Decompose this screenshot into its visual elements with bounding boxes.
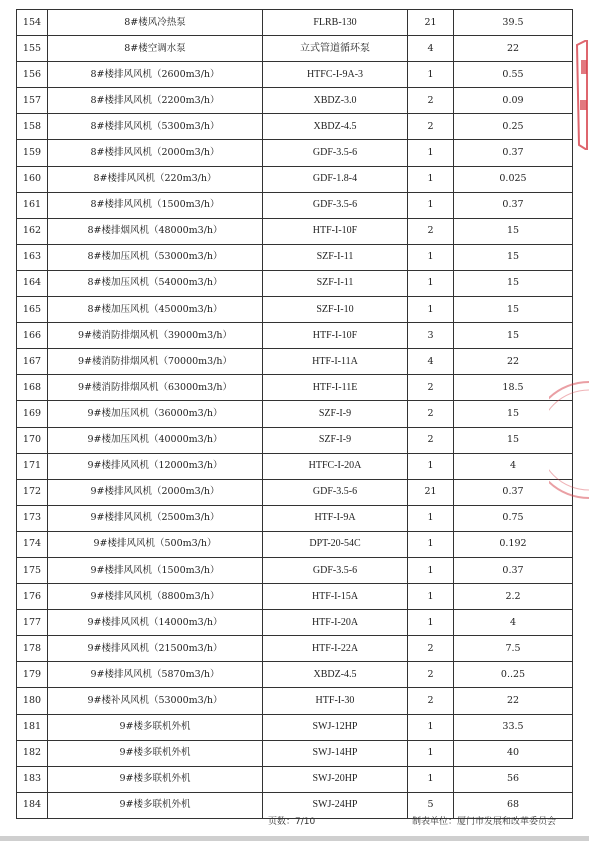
equipment-name: 9#楼消防排烟风机（63000m3/h） [48,375,263,401]
quantity: 3 [408,323,454,349]
quantity: 2 [408,662,454,688]
equipment-table [16,9,573,819]
model-number: GDF-3.5-6 [263,479,408,505]
table-row [17,688,573,714]
model-number: HTF-I-9A [263,505,408,531]
power-value: 0.37 [454,557,573,583]
equipment-name: 8#楼排风风机（1500m3/h） [48,192,263,218]
row-number: 179 [17,662,48,688]
model-number: HTF-I-10F [263,218,408,244]
model-number: HTF-I-20A [263,610,408,636]
table-row [17,323,573,349]
equipment-name: 9#楼排风风机（2500m3/h） [48,505,263,531]
model-number: XBDZ-4.5 [263,114,408,140]
table-row [17,114,573,140]
power-value: 0.37 [454,140,573,166]
table-row [17,427,573,453]
power-value: 2.2 [454,584,573,610]
power-value: 33.5 [454,714,573,740]
quantity: 1 [408,505,454,531]
table-row [17,218,573,244]
quantity: 21 [408,479,454,505]
row-number: 156 [17,62,48,88]
row-number: 168 [17,375,48,401]
equipment-name: 9#楼补风风机（53000m3/h） [48,688,263,714]
model-number: SWJ-24HP [263,792,408,818]
equipment-name: 8#楼加压风机（54000m3/h） [48,270,263,296]
quantity: 1 [408,557,454,583]
model-number: GDF-3.5-6 [263,557,408,583]
row-number: 171 [17,453,48,479]
table-row [17,62,573,88]
row-number: 161 [17,192,48,218]
power-value: 22 [454,349,573,375]
quantity: 2 [408,401,454,427]
table-row [17,270,573,296]
power-value: 15 [454,401,573,427]
row-number: 155 [17,36,48,62]
power-value: 15 [454,218,573,244]
table-row [17,740,573,766]
quantity: 1 [408,166,454,192]
table-row [17,10,573,36]
power-value: 0.025 [454,166,573,192]
table-row [17,453,573,479]
page-number: 页数：7/10 [268,817,316,827]
model-number: HTFC-I-9A-3 [263,62,408,88]
quantity: 1 [408,270,454,296]
model-number: SZF-I-11 [263,270,408,296]
power-value: 0.75 [454,505,573,531]
quantity: 1 [408,584,454,610]
row-number: 172 [17,479,48,505]
equipment-name: 9#楼多联机外机 [48,766,263,792]
table-row [17,714,573,740]
power-value: 68 [454,792,573,818]
table-row [17,244,573,270]
power-value: 7.5 [454,636,573,662]
model-number: SWJ-12HP [263,714,408,740]
quantity: 1 [408,453,454,479]
quantity: 5 [408,792,454,818]
quantity: 1 [408,714,454,740]
row-number: 175 [17,557,48,583]
power-value: 18.5 [454,375,573,401]
quantity: 1 [408,740,454,766]
equipment-name: 9#楼加压风机（36000m3/h） [48,401,263,427]
quantity: 1 [408,244,454,270]
row-number: 158 [17,114,48,140]
table-row [17,766,573,792]
equipment-name: 9#楼多联机外机 [48,792,263,818]
equipment-name: 9#楼排风风机（8800m3/h） [48,584,263,610]
quantity: 2 [408,114,454,140]
model-number: HTF-I-30 [263,688,408,714]
table-row [17,584,573,610]
equipment-name: 9#楼排风风机（1500m3/h） [48,557,263,583]
quantity: 1 [408,140,454,166]
row-number: 173 [17,505,48,531]
row-number: 164 [17,270,48,296]
equipment-name: 9#楼加压风机（40000m3/h） [48,427,263,453]
model-number: GDF-3.5-6 [263,140,408,166]
row-number: 157 [17,88,48,114]
model-number: DPT-20-54C [263,531,408,557]
quantity: 2 [408,88,454,114]
row-number: 163 [17,244,48,270]
equipment-name: 8#楼排风风机（2000m3/h） [48,140,263,166]
table-body [17,10,573,819]
power-value: 4 [454,610,573,636]
power-value: 56 [454,766,573,792]
model-number: HTFC-I-20A [263,453,408,479]
table-row [17,349,573,375]
quantity: 2 [408,427,454,453]
model-number: HTF-I-11E [263,375,408,401]
table-row [17,479,573,505]
table-row [17,505,573,531]
table-row [17,140,573,166]
equipment-name: 8#楼风冷热泵 [48,10,263,36]
table-row [17,36,573,62]
quantity: 1 [408,297,454,323]
power-value: 0..25 [454,662,573,688]
model-number: GDF-3.5-6 [263,192,408,218]
equipment-name: 9#楼排风风机（2000m3/h） [48,479,263,505]
quantity: 1 [408,610,454,636]
power-value: 0.09 [454,88,573,114]
power-value: 39.5 [454,10,573,36]
quantity: 1 [408,62,454,88]
equipment-name: 9#楼排风风机（5870m3/h） [48,662,263,688]
seal-stamp-top [575,40,589,150]
seal-stamp-middle [549,380,589,500]
equipment-name: 8#楼排风风机（220m3/h） [48,166,263,192]
table-row [17,166,573,192]
table-row [17,662,573,688]
row-number: 174 [17,531,48,557]
power-value: 15 [454,323,573,349]
table-row [17,401,573,427]
table-row [17,297,573,323]
row-number: 159 [17,140,48,166]
table-row [17,557,573,583]
power-value: 0.25 [454,114,573,140]
model-number: SWJ-14HP [263,740,408,766]
row-number: 184 [17,792,48,818]
model-number: SWJ-20HP [263,766,408,792]
row-number: 180 [17,688,48,714]
equipment-name: 9#楼排风风机（500m3/h） [48,531,263,557]
row-number: 170 [17,427,48,453]
power-value: 15 [454,297,573,323]
row-number: 167 [17,349,48,375]
model-number: XBDZ-3.0 [263,88,408,114]
equipment-name: 9#楼排风风机（12000m3/h） [48,453,263,479]
row-number: 183 [17,766,48,792]
row-number: 166 [17,323,48,349]
equipment-name: 9#楼消防排烟风机（39000m3/h） [48,323,263,349]
table-row [17,375,573,401]
equipment-name: 9#楼多联机外机 [48,714,263,740]
quantity: 21 [408,10,454,36]
equipment-name: 8#楼排烟风机（48000m3/h） [48,218,263,244]
equipment-name: 9#楼排风风机（21500m3/h） [48,636,263,662]
equipment-name: 8#楼排风风机（5300m3/h） [48,114,263,140]
bottom-edge [0,836,589,841]
power-value: 15 [454,244,573,270]
row-number: 169 [17,401,48,427]
power-value: 22 [454,688,573,714]
power-value: 0.55 [454,62,573,88]
equipment-name: 9#楼消防排烟风机（70000m3/h） [48,349,263,375]
issuing-unit: 制表单位：厦门市发展和改革委员会 [412,817,557,827]
table-row [17,610,573,636]
row-number: 178 [17,636,48,662]
table-row [17,88,573,114]
power-value: 0.37 [454,479,573,505]
power-value: 4 [454,453,573,479]
quantity: 1 [408,192,454,218]
power-value: 0.37 [454,192,573,218]
row-number: 182 [17,740,48,766]
table-row [17,531,573,557]
equipment-name: 9#楼排风风机（14000m3/h） [48,610,263,636]
model-number: XBDZ-4.5 [263,662,408,688]
row-number: 177 [17,610,48,636]
power-value: 15 [454,270,573,296]
row-number: 162 [17,218,48,244]
power-value: 22 [454,36,573,62]
model-number: GDF-1.8-4 [263,166,408,192]
quantity: 2 [408,218,454,244]
model-number: SZF-I-9 [263,427,408,453]
power-value: 40 [454,740,573,766]
power-value: 0.192 [454,531,573,557]
model-number: HTF-I-15A [263,584,408,610]
row-number: 154 [17,10,48,36]
equipment-name: 8#楼排风风机（2600m3/h） [48,62,263,88]
power-value: 15 [454,427,573,453]
quantity: 2 [408,636,454,662]
model-number: SZF-I-9 [263,401,408,427]
quantity: 4 [408,36,454,62]
quantity: 2 [408,688,454,714]
equipment-name: 8#楼加压风机（53000m3/h） [48,244,263,270]
model-number: 立式管道循环泵 [263,36,408,62]
model-number: SZF-I-11 [263,244,408,270]
equipment-name: 8#楼排风风机（2200m3/h） [48,88,263,114]
quantity: 1 [408,766,454,792]
row-number: 176 [17,584,48,610]
equipment-name: 9#楼多联机外机 [48,740,263,766]
row-number: 165 [17,297,48,323]
model-number: FLRB-130 [263,10,408,36]
model-number: HTF-I-11A [263,349,408,375]
row-number: 181 [17,714,48,740]
equipment-name: 8#楼加压风机（45000m3/h） [48,297,263,323]
model-number: HTF-I-10F [263,323,408,349]
model-number: HTF-I-22A [263,636,408,662]
model-number: SZF-I-10 [263,297,408,323]
quantity: 2 [408,375,454,401]
quantity: 1 [408,531,454,557]
table-row [17,192,573,218]
quantity: 4 [408,349,454,375]
equipment-name: 8#楼空调水泵 [48,36,263,62]
table-row [17,636,573,662]
row-number: 160 [17,166,48,192]
